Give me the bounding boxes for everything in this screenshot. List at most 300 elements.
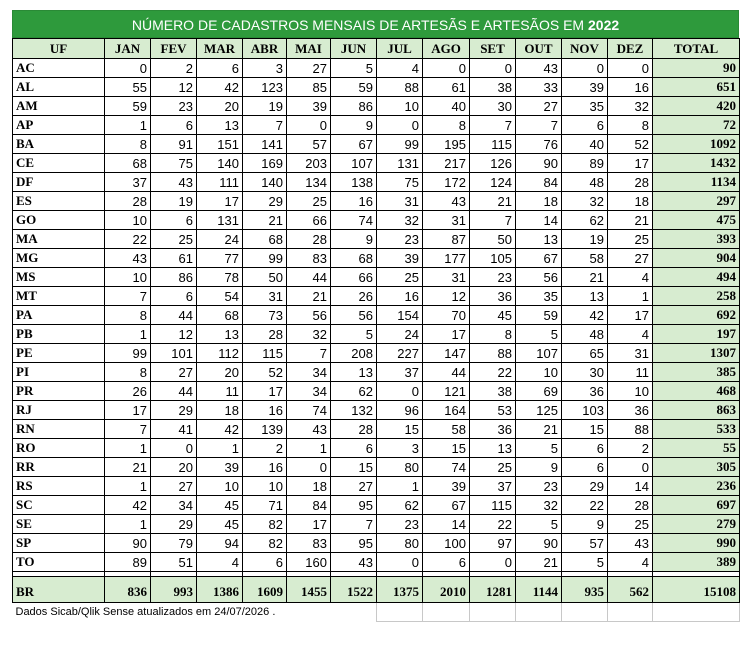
total-cell: 297 — [653, 192, 740, 211]
month-cell: 1 — [377, 477, 423, 496]
month-cell: 32 — [562, 192, 608, 211]
month-cell: 43 — [331, 553, 377, 572]
month-cell: 43 — [516, 59, 562, 78]
empty-cell — [608, 603, 653, 622]
month-cell: 22 — [470, 515, 516, 534]
month-cell: 37 — [470, 477, 516, 496]
month-cell: 6 — [197, 59, 243, 78]
month-cell: 23 — [151, 97, 197, 116]
month-cell: 45 — [197, 515, 243, 534]
month-cell: 10 — [243, 477, 287, 496]
table-row — [13, 173, 740, 192]
month-cell: 44 — [423, 363, 470, 382]
month-cell: 79 — [151, 534, 197, 553]
month-cell: 35 — [516, 287, 562, 306]
month-cell: 31 — [423, 211, 470, 230]
month-cell: 2 — [608, 439, 653, 458]
uf-cell: PE — [13, 344, 105, 363]
month-cell: 5 — [562, 553, 608, 572]
total-cell: 197 — [653, 325, 740, 344]
total-cell: 236 — [653, 477, 740, 496]
month-cell: 7 — [470, 211, 516, 230]
month-cell: 84 — [516, 173, 562, 192]
month-cell: 13 — [331, 363, 377, 382]
month-cell: 68 — [105, 154, 151, 173]
table-row — [13, 439, 740, 458]
uf-cell: SP — [13, 534, 105, 553]
month-cell: 6 — [562, 116, 608, 135]
month-cell: 0 — [287, 116, 331, 135]
month-cell: 140 — [243, 173, 287, 192]
month-cell: 71 — [243, 496, 287, 515]
month-cell: 115 — [470, 135, 516, 154]
table-row — [13, 116, 740, 135]
month-cell: 39 — [562, 78, 608, 97]
month-cell: 0 — [105, 59, 151, 78]
month-cell: 44 — [151, 382, 197, 401]
month-cell: 4 — [377, 59, 423, 78]
month-cell: 51 — [151, 553, 197, 572]
month-cell: 69 — [516, 382, 562, 401]
month-cell: 40 — [423, 97, 470, 116]
month-cell: 5 — [516, 515, 562, 534]
month-cell: 111 — [197, 173, 243, 192]
month-cell: 28 — [608, 496, 653, 515]
month-cell: 25 — [151, 230, 197, 249]
month-cell: 31 — [423, 268, 470, 287]
column-header-mar: MAR — [197, 39, 243, 59]
month-cell: 43 — [423, 192, 470, 211]
month-cell: 32 — [287, 325, 331, 344]
uf-cell: PB — [13, 325, 105, 344]
month-cell: 9 — [331, 116, 377, 135]
total-cell: 1432 — [653, 154, 740, 173]
month-cell: 13 — [197, 116, 243, 135]
report-title — [12, 10, 739, 38]
month-cell: 18 — [287, 477, 331, 496]
month-cell: 6 — [151, 287, 197, 306]
month-cell: 70 — [423, 306, 470, 325]
month-cell: 1281 — [470, 577, 516, 603]
month-cell: 68 — [331, 249, 377, 268]
empty-cell — [423, 603, 470, 622]
month-cell: 23 — [470, 268, 516, 287]
month-cell: 0 — [608, 458, 653, 477]
month-cell: 37 — [105, 173, 151, 192]
uf-cell: MT — [13, 287, 105, 306]
month-cell: 562 — [608, 577, 653, 603]
total-cell: 258 — [653, 287, 740, 306]
month-cell: 1455 — [287, 577, 331, 603]
month-cell: 13 — [562, 287, 608, 306]
month-cell: 66 — [287, 211, 331, 230]
month-cell: 95 — [331, 534, 377, 553]
uf-cell: MG — [13, 249, 105, 268]
month-cell: 935 — [562, 577, 608, 603]
month-cell: 10 — [608, 382, 653, 401]
month-cell: 83 — [287, 534, 331, 553]
month-cell: 39 — [377, 249, 423, 268]
month-cell: 29 — [151, 401, 197, 420]
month-cell: 126 — [470, 154, 516, 173]
month-cell: 17 — [243, 382, 287, 401]
month-cell: 8 — [423, 116, 470, 135]
month-cell: 0 — [423, 59, 470, 78]
total-cell: 90 — [653, 59, 740, 78]
table-row — [13, 534, 740, 553]
month-cell: 90 — [105, 534, 151, 553]
month-cell: 38 — [470, 382, 516, 401]
month-cell: 68 — [197, 306, 243, 325]
month-cell: 83 — [287, 249, 331, 268]
month-cell: 203 — [287, 154, 331, 173]
month-cell: 14 — [608, 477, 653, 496]
total-cell: 72 — [653, 116, 740, 135]
column-header-dez: DEZ — [608, 39, 653, 59]
month-cell: 0 — [470, 59, 516, 78]
month-cell: 80 — [377, 534, 423, 553]
uf-cell: RO — [13, 439, 105, 458]
month-cell: 11 — [608, 363, 653, 382]
month-cell: 89 — [105, 553, 151, 572]
month-cell: 6 — [331, 439, 377, 458]
month-cell: 29 — [243, 192, 287, 211]
table-row — [13, 344, 740, 363]
title-text: NÚMERO DE CADASTROS MENSAIS DE ARTESÃS E ARTESÃOS EM — [131, 17, 585, 33]
month-cell: 28 — [243, 325, 287, 344]
month-cell: 7 — [516, 116, 562, 135]
month-cell: 100 — [423, 534, 470, 553]
month-cell: 48 — [562, 173, 608, 192]
table-row — [13, 401, 740, 420]
month-cell: 27 — [151, 363, 197, 382]
total-cell: 393 — [653, 230, 740, 249]
total-cell: 863 — [653, 401, 740, 420]
month-cell: 43 — [151, 173, 197, 192]
month-cell: 16 — [377, 287, 423, 306]
month-cell: 12 — [423, 287, 470, 306]
month-cell: 134 — [287, 173, 331, 192]
month-cell: 50 — [470, 230, 516, 249]
total-cell: 692 — [653, 306, 740, 325]
month-cell: 6 — [423, 553, 470, 572]
month-cell: 8 — [105, 306, 151, 325]
month-cell: 131 — [197, 211, 243, 230]
month-cell: 101 — [151, 344, 197, 363]
column-header-set: SET — [470, 39, 516, 59]
month-cell: 30 — [562, 363, 608, 382]
month-cell: 124 — [470, 173, 516, 192]
month-cell: 6 — [151, 116, 197, 135]
table-row — [13, 230, 740, 249]
month-cell: 95 — [331, 496, 377, 515]
month-cell: 67 — [331, 135, 377, 154]
month-cell: 0 — [608, 59, 653, 78]
month-cell: 27 — [608, 249, 653, 268]
month-cell: 1 — [105, 477, 151, 496]
month-cell: 9 — [331, 230, 377, 249]
month-cell: 32 — [377, 211, 423, 230]
month-cell: 169 — [243, 154, 287, 173]
empty-cell — [653, 603, 740, 622]
month-cell: 21 — [243, 211, 287, 230]
table-row — [13, 325, 740, 344]
month-cell: 75 — [151, 154, 197, 173]
uf-cell: BR — [13, 577, 105, 603]
month-cell: 48 — [562, 325, 608, 344]
table-row — [13, 211, 740, 230]
uf-cell: CE — [13, 154, 105, 173]
month-cell: 56 — [331, 306, 377, 325]
month-cell: 13 — [470, 439, 516, 458]
month-cell: 15 — [377, 420, 423, 439]
month-cell: 21 — [516, 420, 562, 439]
column-header-jan: JAN — [105, 39, 151, 59]
column-header-out: OUT — [516, 39, 562, 59]
month-cell: 5 — [331, 59, 377, 78]
month-cell: 139 — [243, 420, 287, 439]
total-cell: 494 — [653, 268, 740, 287]
uf-cell: PI — [13, 363, 105, 382]
month-cell: 24 — [377, 325, 423, 344]
month-cell: 17 — [608, 306, 653, 325]
uf-cell: AL — [13, 78, 105, 97]
column-header-fev: FEV — [151, 39, 197, 59]
total-cell: 389 — [653, 553, 740, 572]
month-cell: 56 — [287, 306, 331, 325]
month-cell: 90 — [516, 534, 562, 553]
month-cell: 54 — [197, 287, 243, 306]
total-cell: 651 — [653, 78, 740, 97]
column-header-nov: NOV — [562, 39, 608, 59]
column-header-jun: JUN — [331, 39, 377, 59]
month-cell: 6 — [562, 439, 608, 458]
month-cell: 96 — [377, 401, 423, 420]
month-cell: 44 — [151, 306, 197, 325]
month-cell: 36 — [608, 401, 653, 420]
month-cell: 62 — [562, 211, 608, 230]
month-cell: 39 — [287, 97, 331, 116]
month-cell: 88 — [377, 78, 423, 97]
month-cell: 25 — [470, 458, 516, 477]
month-cell: 105 — [470, 249, 516, 268]
month-cell: 90 — [516, 154, 562, 173]
uf-cell: AC — [13, 59, 105, 78]
month-cell: 89 — [562, 154, 608, 173]
month-cell: 44 — [287, 268, 331, 287]
month-cell: 74 — [331, 211, 377, 230]
month-cell: 67 — [516, 249, 562, 268]
month-cell: 107 — [516, 344, 562, 363]
month-cell: 208 — [331, 344, 377, 363]
month-cell: 28 — [608, 173, 653, 192]
month-cell: 22 — [470, 363, 516, 382]
table-row — [13, 268, 740, 287]
table-row — [13, 287, 740, 306]
month-cell: 164 — [423, 401, 470, 420]
month-cell: 88 — [608, 420, 653, 439]
column-header-ago: AGO — [423, 39, 470, 59]
month-cell: 21 — [562, 268, 608, 287]
uf-cell: PA — [13, 306, 105, 325]
total-cell: 904 — [653, 249, 740, 268]
month-cell: 73 — [243, 306, 287, 325]
total-cell: 15108 — [653, 577, 740, 603]
month-cell: 0 — [377, 116, 423, 135]
empty-cell — [377, 603, 423, 622]
month-cell: 2 — [243, 439, 287, 458]
table-row — [13, 249, 740, 268]
month-cell: 195 — [423, 135, 470, 154]
table-row — [13, 420, 740, 439]
month-cell: 10 — [516, 363, 562, 382]
month-cell: 75 — [377, 173, 423, 192]
table-row — [13, 78, 740, 97]
month-cell: 21 — [105, 458, 151, 477]
month-cell: 17 — [608, 154, 653, 173]
month-cell: 18 — [197, 401, 243, 420]
month-cell: 132 — [331, 401, 377, 420]
month-cell: 21 — [470, 192, 516, 211]
month-cell: 115 — [243, 344, 287, 363]
month-cell: 77 — [197, 249, 243, 268]
month-cell: 31 — [243, 287, 287, 306]
month-cell: 15 — [562, 420, 608, 439]
month-cell: 19 — [243, 97, 287, 116]
month-cell: 27 — [287, 59, 331, 78]
report-container — [12, 10, 739, 622]
uf-cell: RS — [13, 477, 105, 496]
month-cell: 177 — [423, 249, 470, 268]
header-row — [13, 39, 740, 59]
month-cell: 18 — [608, 192, 653, 211]
month-cell: 52 — [608, 135, 653, 154]
month-cell: 6 — [243, 553, 287, 572]
month-cell: 1386 — [197, 577, 243, 603]
month-cell: 217 — [423, 154, 470, 173]
total-cell: 475 — [653, 211, 740, 230]
month-cell: 38 — [470, 78, 516, 97]
column-header-uf: UF — [13, 39, 105, 59]
month-cell: 82 — [243, 515, 287, 534]
table-row — [13, 363, 740, 382]
month-cell: 4 — [608, 553, 653, 572]
month-cell: 55 — [105, 78, 151, 97]
month-cell: 9 — [516, 458, 562, 477]
month-cell: 141 — [243, 135, 287, 154]
total-cell: 279 — [653, 515, 740, 534]
month-cell: 8 — [105, 135, 151, 154]
month-cell: 52 — [243, 363, 287, 382]
month-cell: 27 — [331, 477, 377, 496]
month-cell: 6 — [562, 458, 608, 477]
month-cell: 74 — [287, 401, 331, 420]
uf-cell: TO — [13, 553, 105, 572]
month-cell: 25 — [608, 515, 653, 534]
month-cell: 20 — [197, 363, 243, 382]
uf-cell: SE — [13, 515, 105, 534]
month-cell: 21 — [287, 287, 331, 306]
month-cell: 28 — [287, 230, 331, 249]
month-cell: 151 — [197, 135, 243, 154]
month-cell: 42 — [562, 306, 608, 325]
month-cell: 15 — [423, 439, 470, 458]
month-cell: 43 — [287, 420, 331, 439]
total-cell: 697 — [653, 496, 740, 515]
month-cell: 29 — [151, 515, 197, 534]
uf-cell: SC — [13, 496, 105, 515]
month-cell: 16 — [608, 78, 653, 97]
month-cell: 19 — [151, 192, 197, 211]
month-cell: 17 — [197, 192, 243, 211]
month-cell: 993 — [151, 577, 197, 603]
month-cell: 0 — [377, 553, 423, 572]
total-cell: 385 — [653, 363, 740, 382]
month-cell: 10 — [105, 268, 151, 287]
table-row — [13, 59, 740, 78]
month-cell: 45 — [197, 496, 243, 515]
month-cell: 25 — [287, 192, 331, 211]
month-cell: 22 — [562, 496, 608, 515]
month-cell: 23 — [516, 477, 562, 496]
month-cell: 1144 — [516, 577, 562, 603]
month-cell: 4 — [608, 325, 653, 344]
column-header-mai: MAI — [287, 39, 331, 59]
month-cell: 41 — [151, 420, 197, 439]
month-cell: 10 — [197, 477, 243, 496]
month-cell: 112 — [197, 344, 243, 363]
month-cell: 125 — [516, 401, 562, 420]
month-cell: 103 — [562, 401, 608, 420]
month-cell: 28 — [105, 192, 151, 211]
month-cell: 21 — [516, 553, 562, 572]
month-cell: 8 — [105, 363, 151, 382]
month-cell: 32 — [516, 496, 562, 515]
table-row — [13, 97, 740, 116]
month-cell: 0 — [287, 458, 331, 477]
table-row — [13, 192, 740, 211]
month-cell: 2010 — [423, 577, 470, 603]
month-cell: 8 — [608, 116, 653, 135]
month-cell: 15 — [331, 458, 377, 477]
total-cell: 990 — [653, 534, 740, 553]
empty-cell — [562, 603, 608, 622]
month-cell: 87 — [423, 230, 470, 249]
month-cell: 59 — [516, 306, 562, 325]
month-cell: 3 — [243, 59, 287, 78]
month-cell: 23 — [377, 515, 423, 534]
uf-cell: MS — [13, 268, 105, 287]
month-cell: 5 — [516, 439, 562, 458]
month-cell: 29 — [562, 477, 608, 496]
month-cell: 27 — [151, 477, 197, 496]
month-cell: 0 — [151, 439, 197, 458]
month-cell: 2 — [151, 59, 197, 78]
month-cell: 42 — [197, 78, 243, 97]
month-cell: 74 — [423, 458, 470, 477]
month-cell: 836 — [105, 577, 151, 603]
month-cell: 34 — [287, 363, 331, 382]
month-cell: 140 — [197, 154, 243, 173]
month-cell: 43 — [608, 534, 653, 553]
table-row — [13, 477, 740, 496]
month-cell: 7 — [331, 515, 377, 534]
month-cell: 115 — [470, 496, 516, 515]
month-cell: 26 — [105, 382, 151, 401]
month-cell: 61 — [151, 249, 197, 268]
total-cell: 1307 — [653, 344, 740, 363]
month-cell: 53 — [470, 401, 516, 420]
